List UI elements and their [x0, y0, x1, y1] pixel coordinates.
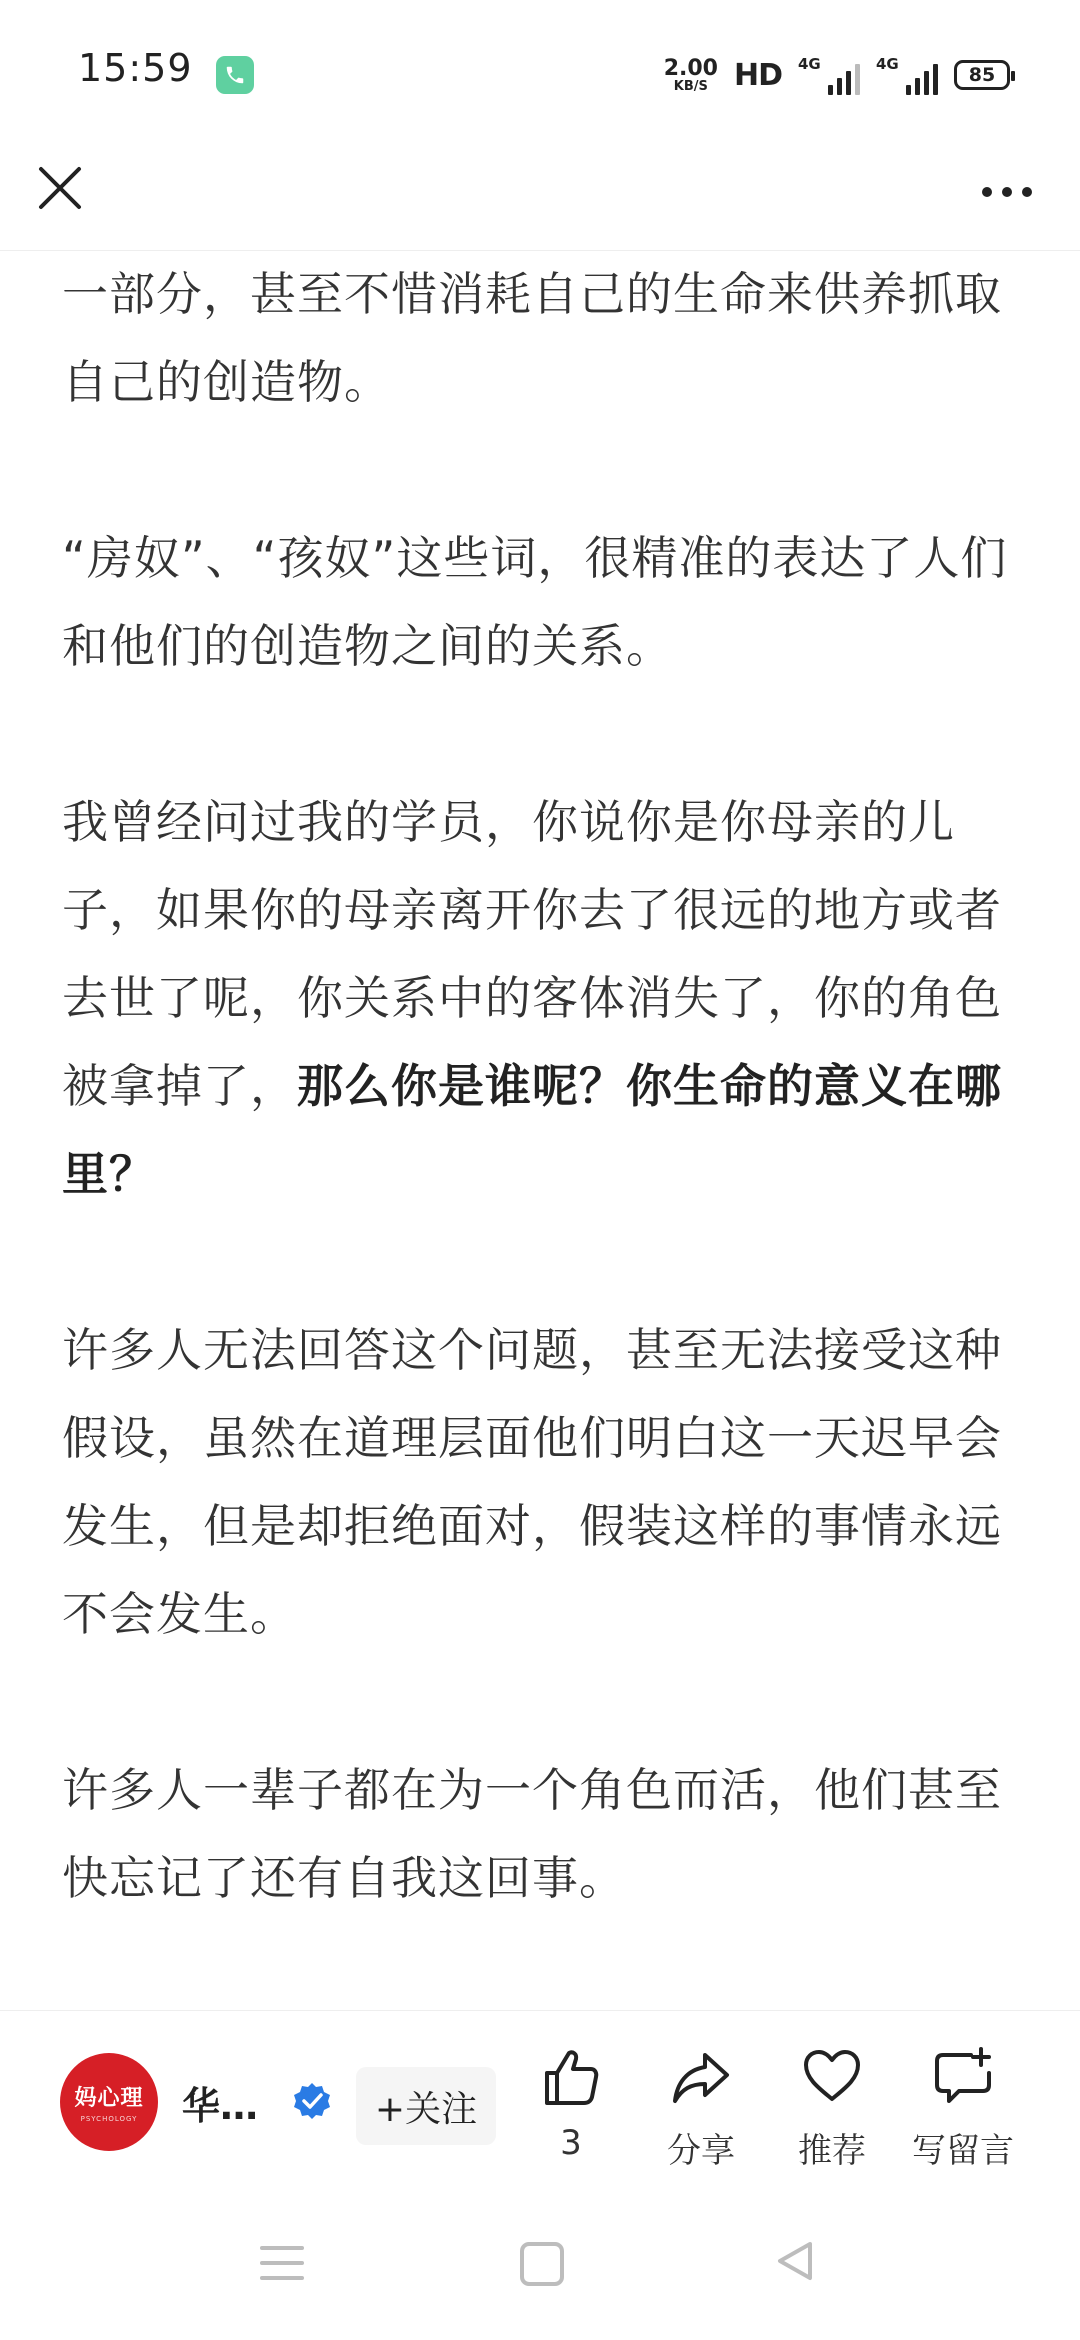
top-nav-bar	[0, 150, 1080, 251]
avatar-subtext: PSYCHOLOGY	[80, 2115, 138, 2123]
share-label: 分享	[667, 2131, 735, 2171]
signal-2-label: 4G	[876, 55, 899, 73]
author-name[interactable]: 华…	[182, 2084, 259, 2128]
avatar-text: 妈心理	[74, 2086, 144, 2111]
close-icon[interactable]	[30, 158, 90, 218]
home-icon[interactable]	[520, 2242, 564, 2286]
follow-button[interactable]: +关注	[356, 2067, 496, 2145]
article-paragraph: “房奴”、“孩奴”这些词，很精准的表达了人们和他们的创造物之间的关系。	[62, 531, 1008, 673]
signal-1-label: 4G	[798, 55, 821, 73]
status-bar	[0, 0, 1080, 150]
network-speed	[663, 55, 718, 94]
thumbs-up-icon	[539, 2045, 603, 2109]
phone-call-icon[interactable]	[216, 56, 254, 94]
share-arrow-icon	[669, 2045, 733, 2109]
recommend-label: 推荐	[798, 2131, 866, 2171]
bottom-action-bar	[0, 2010, 1080, 2191]
recent-apps-icon[interactable]	[260, 2246, 304, 2291]
status-time: 15:59	[78, 46, 193, 90]
system-nav-bar	[0, 2190, 1080, 2340]
comment-add-icon	[931, 2045, 995, 2109]
write-comment-label: 写留言	[912, 2131, 1014, 2171]
like-count: 3	[560, 2123, 582, 2163]
like-button[interactable]	[506, 2045, 636, 2163]
article-paragraph: 许多人一辈子都在为一个角色而活，他们甚至快忘记了还有自我这回事。	[62, 1763, 1002, 1905]
article-paragraph: 许多人无法回答这个问题，甚至无法接受这种假设，虽然在道理层面他们明白这一天迟早会发生，但是却拒绝面对，假装这样的事情永远不会发生。	[62, 1323, 1002, 1641]
network-speed-value: 2.00	[663, 55, 718, 81]
network-speed-unit: KB/S	[673, 78, 708, 94]
share-button[interactable]	[636, 2045, 766, 2172]
author-avatar[interactable]	[60, 2053, 158, 2151]
article-paragraph-text: 我曾经问过我的学员，你说你是你母亲的儿子，如果你的母亲离开你去了很远的地方或者去世了呢，你关系中的客体消失了，你的角色被拿掉了，	[62, 795, 1002, 1113]
article-body	[62, 250, 1022, 1922]
article-bold-question: 那么你是谁呢？你生命的意义在哪里？	[62, 1059, 1002, 1201]
status-indicators	[664, 52, 1010, 98]
battery-icon	[954, 60, 1010, 90]
signal-1-icon	[798, 55, 860, 95]
heart-icon	[800, 2045, 864, 2109]
back-triangle-icon[interactable]	[772, 2238, 818, 2284]
signal-2-icon	[876, 55, 938, 95]
article-paragraph: 一部分，甚至不惜消耗自己的生命来供养抓取自己的创造物。	[62, 267, 1002, 409]
verified-badge-icon	[292, 2081, 332, 2121]
article-paragraph	[62, 778, 1022, 1218]
recommend-button[interactable]	[767, 2045, 897, 2172]
write-comment-button[interactable]	[898, 2045, 1028, 2172]
more-dots-icon[interactable]	[972, 172, 1042, 212]
hd-indicator: HD	[733, 57, 782, 93]
battery-level: 85	[968, 64, 996, 86]
